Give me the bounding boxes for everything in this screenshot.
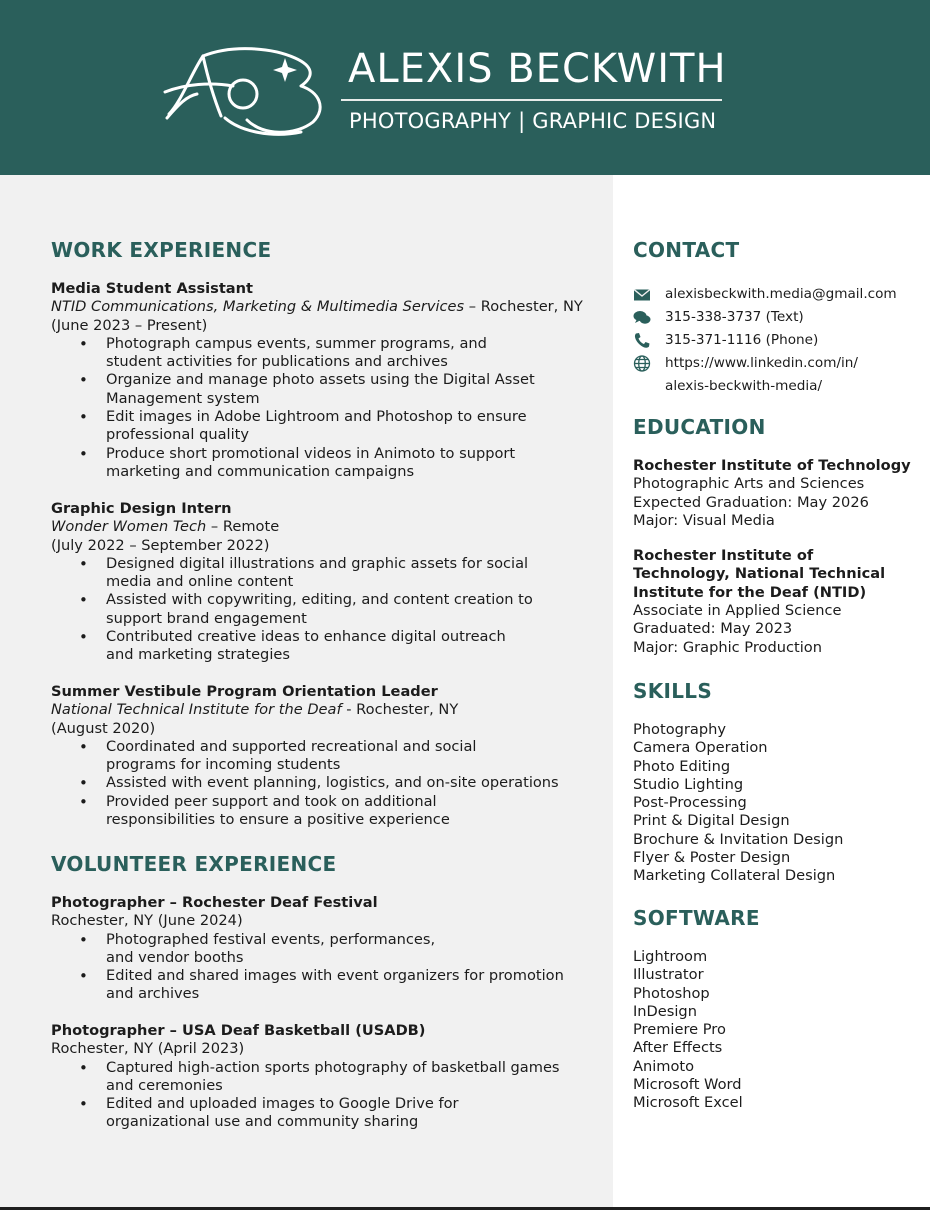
job-location: – Rochester, NY — [464, 298, 583, 316]
skills-title: SKILLS — [633, 679, 713, 703]
job-bullets — [106, 738, 591, 829]
bullet-item: • Contributed creative ideas to enhance digital outreach and marketing strategies — [106, 628, 536, 665]
bullet-item: • Designed digital illustrations and graphic assets for social media and online content — [106, 555, 536, 592]
job-location: – Remote — [206, 518, 280, 536]
chat-icon — [633, 309, 651, 326]
contact-linkedin-cont[interactable] — [633, 375, 913, 398]
contact-list — [633, 283, 913, 398]
job-org-line — [51, 701, 591, 719]
education-title: EDUCATION — [633, 415, 766, 439]
software-list — [633, 948, 913, 1113]
job-org: NTID Communications, Marketing & Multimedia Services — [51, 298, 465, 316]
name-heading: ALEXIS BECKWITH — [348, 46, 727, 92]
skill-item: Marketing Collateral Design — [633, 867, 836, 885]
volunteer-entry — [51, 1022, 591, 1132]
volunteer-title: Photographer – Rochester Deaf Festival — [51, 894, 378, 911]
volunteer-experience-title: VOLUNTEER EXPERIENCE — [51, 852, 337, 876]
name-divider — [341, 99, 722, 101]
text-number: 315-338-3737 (Text) — [665, 309, 804, 325]
skill-item: Photo Editing — [633, 757, 731, 775]
job-location: - Rochester, NY — [341, 701, 459, 719]
globe-icon — [633, 355, 651, 372]
job-org: Wonder Women Tech — [51, 518, 207, 536]
software-item: Photoshop — [633, 984, 710, 1002]
job-bullets — [106, 555, 591, 665]
software-item: InDesign — [633, 1002, 697, 1020]
job-entry — [51, 280, 591, 481]
spacer — [633, 530, 913, 547]
software-item: Lightroom — [633, 948, 708, 965]
bullet-item: • Assisted with copywriting, editing, and content creation to support brand engagement — [106, 591, 536, 628]
software-item: Illustrator — [633, 966, 704, 984]
skill-item: Print & Digital Design — [633, 812, 790, 830]
volunteer-location: Rochester, NY (June 2024) — [51, 912, 243, 930]
job-entry — [51, 683, 591, 829]
bullet-item: • Assisted with event planning, logistics, and on-site operations — [106, 774, 576, 792]
skills-list — [633, 721, 913, 886]
job-org: National Technical Institute for the Deaf — [51, 701, 342, 719]
linkedin-url-line1: https://www.linkedin.com/in/ — [665, 355, 858, 371]
school-detail: Graduated: May 2023 — [633, 620, 793, 638]
software-item: Premiere Pro — [633, 1021, 726, 1039]
bullet-item: • Edit images in Adobe Lightroom and Photoshop to ensure professional quality — [106, 408, 546, 445]
contact-title: CONTACT — [633, 238, 740, 262]
contact-linkedin[interactable] — [633, 352, 913, 375]
bullet-item: • Edited and uploaded images to Google Drive for organizational use and community sharing — [106, 1095, 566, 1132]
bullet-item: • Coordinated and supported recreational and social programs for incoming students — [106, 738, 546, 775]
school-detail: Expected Graduation: May 2026 — [633, 493, 869, 511]
contact-email[interactable] — [633, 283, 913, 306]
bullet-item: • Photograph campus events, summer programs, and student activities for publications and archives — [106, 335, 546, 372]
skill-item: Photography — [633, 721, 726, 738]
email-text: alexisbeckwith.media@gmail.com — [665, 286, 897, 302]
bullet-item: • Produce short promotional videos in Animoto to support marketing and communication campaigns — [106, 445, 586, 482]
skill-item: Flyer & Poster Design — [633, 849, 791, 867]
software-title: SOFTWARE — [633, 906, 760, 930]
volunteer-title: Photographer – USA Deaf Basketball (USADB) — [51, 1022, 426, 1039]
bullet-item: • Provided peer support and took on additional responsibilities to ensure a positive experience — [106, 793, 546, 830]
work-experience-title: WORK EXPERIENCE — [51, 238, 272, 262]
ab-monogram-logo — [163, 44, 325, 140]
contact-text[interactable] — [633, 306, 913, 329]
job-title: Graphic Design Intern — [51, 500, 232, 517]
education-list — [633, 457, 913, 657]
job-org-line — [51, 518, 591, 536]
job-bullets — [106, 335, 591, 481]
job-dates: (August 2020) — [51, 719, 156, 737]
skill-item: Camera Operation — [633, 739, 768, 757]
job-dates: (June 2023 – Present) — [51, 316, 208, 334]
skill-item: Post-Processing — [633, 794, 747, 812]
school-name: Rochester Institute of Technology — [633, 457, 911, 474]
job-org-line — [51, 298, 591, 316]
volunteer-location: Rochester, NY (April 2023) — [51, 1040, 245, 1058]
school-detail: Associate in Applied Science — [633, 602, 842, 620]
software-item: Microsoft Word — [633, 1076, 742, 1094]
bullet-item: • Captured high-action sports photography of basketball games and ceremonies — [106, 1059, 566, 1096]
phone-number: 315-371-1116 (Phone) — [665, 332, 819, 348]
linkedin-url-line2: alexis-beckwith-media/ — [665, 378, 823, 394]
subtitle-heading: PHOTOGRAPHY | GRAPHIC DESIGN — [349, 109, 717, 133]
skill-item: Studio Lighting — [633, 775, 744, 793]
contact-phone[interactable] — [633, 329, 913, 352]
software-item: Animoto — [633, 1057, 695, 1075]
software-item: After Effects — [633, 1039, 723, 1057]
job-title: Summer Vestibule Program Orientation Leader — [51, 683, 438, 700]
job-dates: (July 2022 – September 2022) — [51, 536, 270, 554]
school-detail: Major: Graphic Production — [633, 638, 822, 656]
mail-icon — [633, 286, 651, 303]
volunteer-bullets — [106, 1059, 591, 1132]
phone-icon — [633, 332, 651, 349]
bullet-item: • Organize and manage photo assets using the Digital Asset Management system — [106, 371, 546, 408]
header-banner — [0, 0, 930, 175]
bullet-item: • Edited and shared images with event organizers for promotion and archives — [106, 967, 566, 1004]
school-name: Rochester Institute of Technology, National Technical Institute for the Deaf (NTID) — [633, 547, 886, 601]
school-detail: Major: Visual Media — [633, 511, 775, 529]
job-entry — [51, 500, 591, 665]
bullet-item: • Photographed festival events, performances, and vendor booths — [106, 931, 466, 968]
school-detail: Photographic Arts and Sciences — [633, 475, 865, 493]
software-item: Microsoft Excel — [633, 1094, 743, 1112]
volunteer-entry — [51, 894, 591, 1004]
volunteer-bullets — [106, 931, 591, 1004]
job-title: Media Student Assistant — [51, 280, 254, 297]
skill-item: Brochure & Invitation Design — [633, 830, 844, 848]
